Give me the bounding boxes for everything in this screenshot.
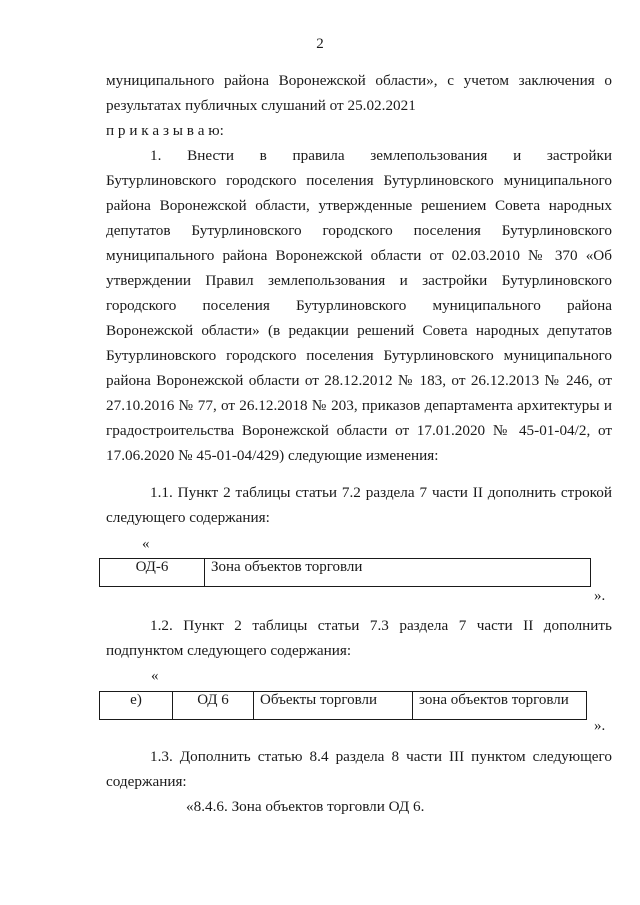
quote-close: ». [594,588,606,604]
text-line: Бутурлиновского городского поселения Бутурлиновского муниципального [106,347,612,364]
text-line: содержания: [106,773,187,790]
quote-close: ». [594,718,606,734]
text-line: 17.06.2020 № 45-01-04/429) следующие изменения: [106,447,439,464]
text-line: утверждении Правил землепользования и застройки Бутурлиновского [106,272,612,289]
text-line: «8.4.6. Зона объектов торговли ОД 6. [186,798,425,815]
text-line: Бутурлиновского городского поселения Бутурлиновского муниципального [106,172,612,189]
item-1-paragraph [106,143,612,468]
page-number: 2 [316,36,324,52]
text-line: муниципального района Воронежской области», с учетом заключения о [106,72,612,89]
text-line: 1.1. Пункт 2 таблицы статьи 7.2 раздела 7 части II дополнить строкой [150,484,612,501]
zone-name-cell: зона объектов торговли [413,692,587,720]
text-line: результатах публичных слушаний от 25.02.2021 [106,97,416,114]
table-row [100,692,587,720]
quote-open: « [142,536,150,552]
item-1-2-paragraph [106,613,612,663]
intro-paragraph [106,68,612,143]
zone-code-cell: ОД-6 [100,559,205,587]
text-line: района Воронежской области от 28.12.2012 № 183, от 26.12.2013 № 246, от [106,372,612,389]
table-row [100,559,591,587]
text-line: 1.2. Пункт 2 таблицы статьи 7.3 раздела 7 части II дополнить [150,617,612,634]
zone-name-cell: Зона объектов торговли [205,559,591,587]
order-word: п р и к а з ы в а ю: [106,122,224,139]
text-line: депутатов Бутурлиновского городского поселения Бутурлиновского [106,222,612,239]
text-line: муниципального района Воронежской области от 02.03.2010 № 370 «Об [106,247,612,264]
zone-table [99,558,591,587]
text-line: района Воронежской области, утвержденные решением Совета народных [106,197,612,214]
text-line: 1.3. Дополнить статью 8.4 раздела 8 части III пунктом следующего [150,748,612,765]
text-line: градостроительства Воронежской области от 17.01.2020 № 45-01-04/2, от [106,422,612,439]
item-1-3-paragraph [106,744,612,819]
text-line: подпунктом следующего содержания: [106,642,352,659]
text-line: городского поселения Бутурлиновского муниципального района [106,297,612,314]
text-line: 1. Внести в правила землепользования и застройки [150,147,612,164]
text-line: Воронежской области» (в редакции решений Совета народных депутатов [106,322,612,339]
objects-cell: Объекты торговли [254,692,413,720]
text-line: следующего содержания: [106,509,270,526]
item-1-1-paragraph [106,480,612,530]
text-line: 27.10.2016 № 77, от 26.12.2018 № 203, приказов департамента архитектуры и [106,397,612,414]
subitem-letter-cell: е) [100,692,173,720]
subitem-table [99,691,587,720]
quote-open: « [151,668,159,684]
zone-code-cell: ОД 6 [173,692,254,720]
